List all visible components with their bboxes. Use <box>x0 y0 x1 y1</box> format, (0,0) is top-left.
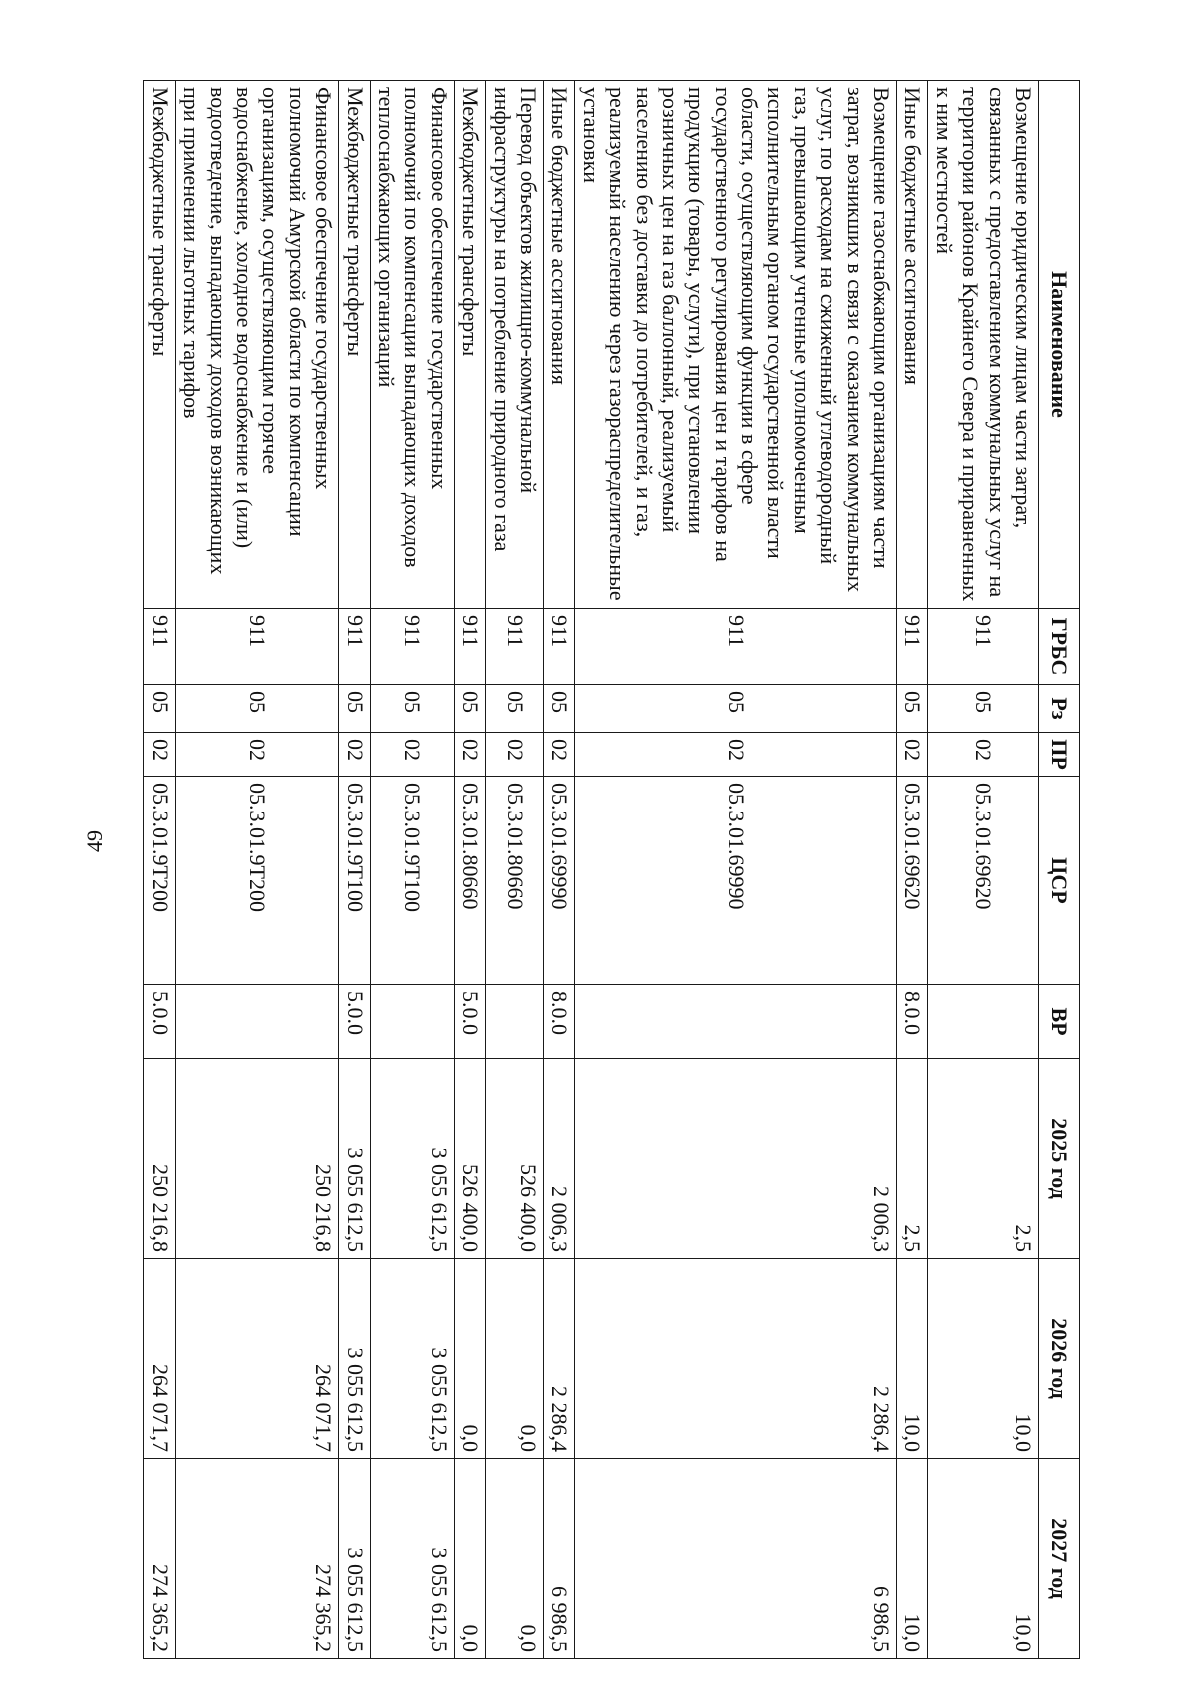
row-pr: 02 <box>575 733 897 777</box>
row-grbs: 911 <box>175 609 338 685</box>
table-row <box>486 81 544 1659</box>
row-rz: 05 <box>370 685 454 733</box>
row-name: Возмещение юридическим лицам части затрат, связанных с предоставлением коммунальных услуг на территории районов Крайнего Севера и приравненных к ним местностей <box>928 81 1039 609</box>
row-2025: 3 055 612,5 <box>339 1059 370 1259</box>
row-pr: 02 <box>486 733 544 777</box>
row-vr <box>175 985 338 1059</box>
header-2025: 2025 год <box>1039 1059 1080 1259</box>
row-2027: 0,0 <box>486 1459 544 1659</box>
table-row <box>175 81 338 1659</box>
row-vr <box>370 985 454 1059</box>
row-vr: 5.0.0 <box>454 985 485 1059</box>
row-csr: 05.3.01.80660 <box>454 777 485 985</box>
row-name: Межбюджетные трансферты <box>339 81 370 609</box>
header-grbs: ГРБС <box>1039 609 1080 685</box>
row-csr: 05.3.01.9Т200 <box>144 777 175 985</box>
header-row <box>1039 81 1080 1659</box>
row-name: Возмещение газоснабжающим организациям части затрат, возникших в связи с оказанием коммунальных услуг, по расходам на сжиженный углеводородный газ, превышающим учтенные уполномоченным исполнительным органом государственной власти области, осуществляющим функции в сфере государственного регулирования цен и тарифов на продукцию (товары, услуги), при установлении розничных цен на газ баллонный, реализуемый населению без доставки до потребителей, и газ, реализуемый населению через газораспределительные установки <box>575 81 897 609</box>
row-2027: 6 986,5 <box>543 1459 574 1659</box>
row-2027: 3 055 612,5 <box>339 1459 370 1659</box>
table-row <box>928 81 1039 1659</box>
row-grbs: 911 <box>370 609 454 685</box>
row-name: Межбюджетные трансферты <box>454 81 485 609</box>
row-grbs: 911 <box>339 609 370 685</box>
row-csr: 05.3.01.80660 <box>486 777 544 985</box>
header-2026: 2026 год <box>1039 1259 1080 1459</box>
row-rz: 05 <box>339 685 370 733</box>
row-name: Перевод объектов жилищно-коммунальной инфраструктуры на потребление природного газа <box>486 81 544 609</box>
row-rz: 05 <box>454 685 485 733</box>
header-vr: ВР <box>1039 985 1080 1059</box>
row-2027: 6 986,5 <box>575 1459 897 1659</box>
table-row <box>575 81 897 1659</box>
table-row <box>370 81 454 1659</box>
row-rz: 05 <box>928 685 1039 733</box>
row-2026: 3 055 612,5 <box>339 1259 370 1459</box>
row-pr: 02 <box>454 733 485 777</box>
row-2025: 3 055 612,5 <box>370 1059 454 1259</box>
row-pr: 02 <box>928 733 1039 777</box>
row-vr <box>486 985 544 1059</box>
row-pr: 02 <box>339 733 370 777</box>
row-2025: 250 216,8 <box>144 1059 175 1259</box>
row-rz: 05 <box>543 685 574 733</box>
row-vr: 8.0.0 <box>543 985 574 1059</box>
row-2027: 274 365,2 <box>175 1459 338 1659</box>
row-csr: 05.3.01.69990 <box>575 777 897 985</box>
header-csr: ЦСР <box>1039 777 1080 985</box>
row-csr: 05.3.01.69620 <box>928 777 1039 985</box>
table-row <box>144 81 175 1659</box>
row-2026: 3 055 612,5 <box>370 1259 454 1459</box>
row-2025: 2 006,3 <box>575 1059 897 1259</box>
row-name: Финансовое обеспечение государственных полномочий Амурской области по компенсации организациям, осуществляющим горячее водоснабжение, холодное водоснабжение и (или) водоотведение, выпадающих доходов возникающих при применении льготных тарифов <box>175 81 338 609</box>
row-2026: 10,0 <box>928 1259 1039 1459</box>
row-2027: 10,0 <box>897 1459 928 1659</box>
budget-table <box>144 80 1081 1659</box>
rotated-table-container <box>147 80 1080 1658</box>
header-rz: Рз <box>1039 685 1080 733</box>
row-2027: 3 055 612,5 <box>370 1459 454 1659</box>
row-grbs: 911 <box>575 609 897 685</box>
row-2026: 2 286,4 <box>575 1259 897 1459</box>
header-pr: ПР <box>1039 733 1080 777</box>
row-vr: 8.0.0 <box>897 985 928 1059</box>
row-2027: 10,0 <box>928 1459 1039 1659</box>
page-number: 49 <box>82 830 107 852</box>
row-vr: 5.0.0 <box>144 985 175 1059</box>
row-csr: 05.3.01.9Т200 <box>175 777 338 985</box>
row-pr: 02 <box>175 733 338 777</box>
row-2026: 0,0 <box>486 1259 544 1459</box>
header-name: Наименование <box>1039 81 1080 609</box>
row-2025: 526 400,0 <box>454 1059 485 1259</box>
row-rz: 05 <box>144 685 175 733</box>
header-2027: 2027 год <box>1039 1459 1080 1659</box>
row-csr: 05.3.01.9Т100 <box>370 777 454 985</box>
row-2025: 526 400,0 <box>486 1059 544 1259</box>
row-csr: 05.3.01.9Т100 <box>339 777 370 985</box>
row-2025: 250 216,8 <box>175 1059 338 1259</box>
table-row <box>543 81 574 1659</box>
row-vr <box>575 985 897 1059</box>
row-csr: 05.3.01.69620 <box>897 777 928 985</box>
row-2026: 264 071,7 <box>175 1259 338 1459</box>
row-vr <box>928 985 1039 1059</box>
row-rz: 05 <box>897 685 928 733</box>
row-pr: 02 <box>543 733 574 777</box>
row-csr: 05.3.01.69990 <box>543 777 574 985</box>
row-2026: 0,0 <box>454 1259 485 1459</box>
row-2025: 2,5 <box>897 1059 928 1259</box>
row-pr: 02 <box>144 733 175 777</box>
table-row <box>454 81 485 1659</box>
row-name: Межбюджетные трансферты <box>144 81 175 609</box>
row-grbs: 911 <box>454 609 485 685</box>
row-grbs: 911 <box>543 609 574 685</box>
row-2027: 0,0 <box>454 1459 485 1659</box>
row-name: Иные бюджетные ассигнования <box>897 81 928 609</box>
row-2027: 274 365,2 <box>144 1459 175 1659</box>
row-grbs: 911 <box>144 609 175 685</box>
row-rz: 05 <box>575 685 897 733</box>
row-2026: 2 286,4 <box>543 1259 574 1459</box>
table-row <box>339 81 370 1659</box>
row-grbs: 911 <box>928 609 1039 685</box>
row-vr: 5.0.0 <box>339 985 370 1059</box>
row-grbs: 911 <box>897 609 928 685</box>
row-name: Иные бюджетные ассигнования <box>543 81 574 609</box>
row-name: Финансовое обеспечение государственных полномочий по компенсации выпадающих доходов теплоснабжающих организаций <box>370 81 454 609</box>
row-2026: 10,0 <box>897 1259 928 1459</box>
table-row <box>897 81 928 1659</box>
row-2025: 2 006,3 <box>543 1059 574 1259</box>
row-rz: 05 <box>486 685 544 733</box>
row-rz: 05 <box>175 685 338 733</box>
row-2026: 264 071,7 <box>144 1259 175 1459</box>
row-pr: 02 <box>897 733 928 777</box>
row-grbs: 911 <box>486 609 544 685</box>
row-2025: 2,5 <box>928 1059 1039 1259</box>
row-pr: 02 <box>370 733 454 777</box>
